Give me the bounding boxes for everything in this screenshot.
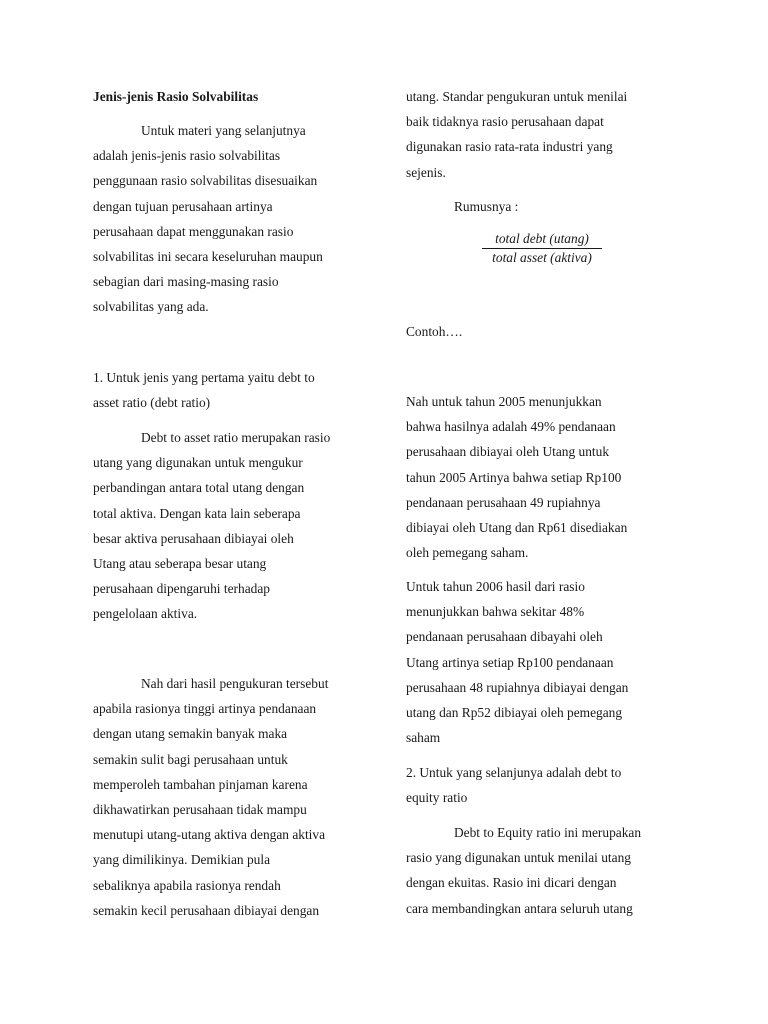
debt-to-equity-paragraph: Debt to Equity ratio ini merupakan rasio yang digunakan untuk menilai utang dengan ekuitas. Rasio ini dicari dengan cara membandingkan antara seluruh utang <box>406 825 642 916</box>
section-heading: Jenis-jenis Rasio Solvabilitas <box>93 89 259 104</box>
formula-numerator: total debt (utang) <box>482 231 602 249</box>
year-2006-paragraph: Untuk tahun 2006 hasil dari rasio menunjukkan bahwa sekitar 48% pendanaan perusahaan dibayahi oleh Utang artinya setiap Rp100 pendanaan perusahaan 48 rupiahnya dibiayai dengan utang dan Rp52 dibiayai oleh pemegang saham <box>406 579 629 746</box>
formula-label: Rumusnya : <box>454 199 519 214</box>
list-item-1: 1. Untuk jenis yang pertama yaitu debt to asset ratio (debt ratio) <box>93 370 315 411</box>
example-label: Contoh…. <box>406 324 463 339</box>
debt-to-asset-paragraph: Debt to asset ratio merupakan rasio utang yang digunakan untuk mengukur perbandingan antara total utang dengan total aktiva. Dengan kata lain seberapa besar aktiva perusahaan dibiayai oleh Utang atau seberapa besar utang perusahaan dipengaruhi terhadap pengelolaan aktiva. <box>93 430 331 622</box>
year-2005-paragraph: Nah untuk tahun 2005 menunjukkan bahwa hasilnya adalah 49% pendanaan perusahaan dibiayai oleh Utang untuk tahun 2005 Artinya bahwa setiap Rp100 pendanaan perusahaan 49 rupiahnya dibiayai oleh Utang dan Rp61 disediakan oleh pemegang saham. <box>406 394 628 561</box>
list-item-2: 2. Untuk yang selanjunya adalah debt to equity ratio <box>406 765 622 806</box>
debt-ratio-formula <box>482 231 602 266</box>
continued-paragraph: utang. Standar pengukuran untuk menilai baik tidaknya rasio perusahaan dapat digunakan rasio rata-rata industri yang sejenis. <box>406 89 628 180</box>
interpretation-paragraph: Nah dari hasil pengukuran tersebut apabila rasionya tinggi artinya pendanaan dengan utang semakin banyak maka semakin sulit bagi perusahaan untuk memperoleh tambahan pinjaman karena dikhawatirkan perusahaan tidak mampu menutupi utang-utang aktiva dengan aktiva yang dimilikinya. Demikian pula sebaliknya apabila rasionya rendah semakin kecil perusahaan dibiayai dengan <box>93 676 329 918</box>
formula-denominator: total asset (aktiva) <box>492 250 592 265</box>
intro-paragraph: Untuk materi yang selanjutnya adalah jenis-jenis rasio solvabilitas penggunaan rasio solvabilitas disesuaikan dengan tujuan perusahaan artinya perusahaan dapat menggunakan rasio solvabilitas ini secara keseluruhan maupun sebagian dari masing-masing rasio solvabilitas yang ada. <box>93 123 323 315</box>
